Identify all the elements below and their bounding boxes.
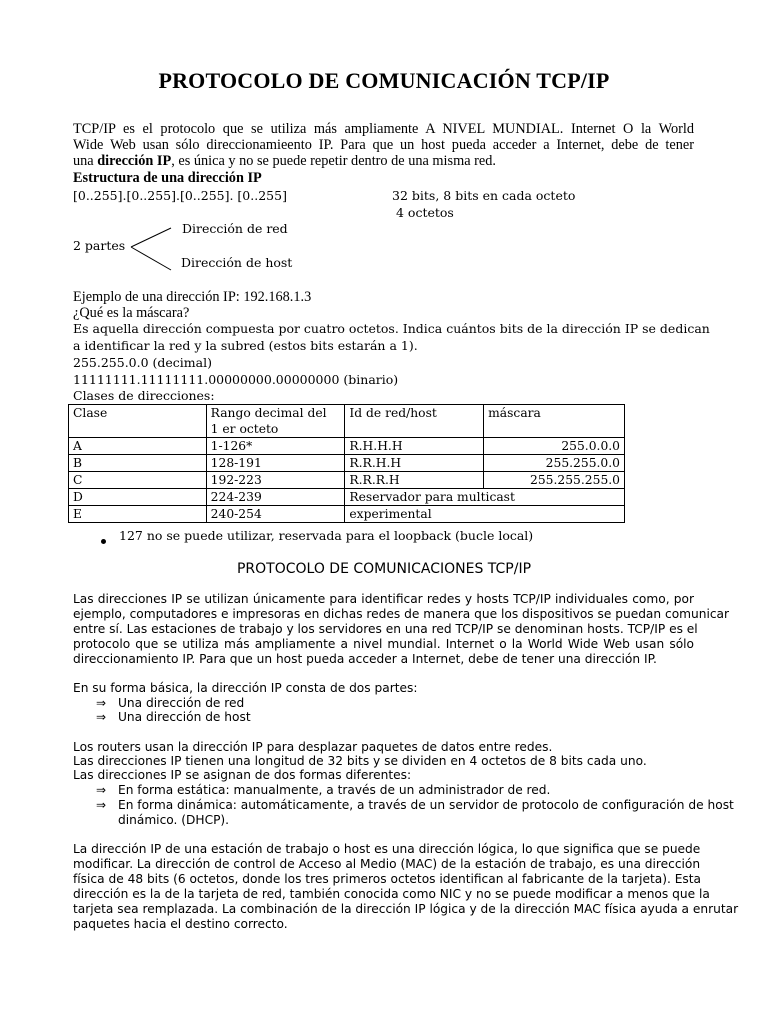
table-row — [69, 489, 625, 506]
estructura-heading: Estructura de una dirección IP — [73, 170, 262, 186]
mask-question: ¿Qué es la máscara? — [73, 305, 190, 321]
paragraph-line: La dirección IP de una estación de trabajo o host es una dirección lógica, lo que significa que se puede — [73, 842, 701, 856]
paragraph-line: Las direcciones IP tienen una longitud de 32 bits y se dividen en 4 octetos de 8 bits cada uno. — [73, 754, 647, 768]
classes-label: Clases de direcciones: — [73, 388, 215, 403]
table-header-cell: máscara — [484, 405, 625, 438]
table-cell: 224-239 — [206, 489, 345, 506]
mask-binary: 11111111.11111111.00000000.00000000 (binario) — [73, 372, 399, 387]
paragraph-line: tarjeta sea remplazada. La combinación de la dirección IP lógica y de la dirección MAC física ayuda a enrutar — [73, 902, 739, 916]
network-address-label: Dirección de red — [182, 221, 288, 236]
table-cell: 1-126* — [206, 438, 345, 455]
table-cell: experimental — [345, 506, 625, 523]
loopback-note: 127 no se puede utilizar, reservada para el loopback (bucle local) — [119, 528, 534, 543]
table-cell: Reservador para multicast — [345, 489, 625, 506]
table-header-cell: Clase — [69, 405, 207, 438]
table-cell: 128-191 — [206, 455, 345, 472]
table-cell: 255.255.0.0 — [484, 455, 625, 472]
list-item: En forma estática: manualmente, a través de un administrador de red. — [118, 783, 551, 797]
address-classes-table — [68, 404, 625, 523]
table-header-cell: Id de red/host — [345, 405, 484, 438]
table-header-row — [69, 405, 625, 438]
paragraph-line: Los routers usan la dirección IP para desplazar paquetes de datos entre redes. — [73, 740, 553, 754]
paragraph-line: modificar. La dirección de control de Acceso al Medio (MAC) de la estación de trabajo, es una dirección — [73, 857, 701, 871]
double-arrow-icon: ⇒ — [96, 710, 107, 724]
double-arrow-icon: ⇒ — [96, 798, 107, 812]
paragraph-line: dirección es la de la tarjeta de red, también conocida como NIC y no se puede modificar a menos que la — [73, 887, 710, 901]
paragraph-line: entre sí. Las estaciones de trabajo y los servidores en una red TCP/IP se denominan hosts. TCP/IP es el — [73, 622, 698, 636]
bits-note: 32 bits, 8 bits en cada octeto — [392, 188, 576, 203]
table-cell: E — [69, 506, 207, 523]
paragraph-line: Las direcciones IP se asignan de dos formas diferentes: — [73, 768, 412, 782]
page-title: PROTOCOLO DE COMUNICACIÓN TCP/IP — [158, 68, 610, 93]
ip-format: [0..255].[0..255].[0..255]. [0..255] — [73, 188, 287, 203]
mask-description-line: Es aquella dirección compuesta por cuatro octetos. Indica cuántos bits de la dirección IP se dedican — [73, 321, 710, 336]
paragraph-line: direccionamiento IP. Para que un host pueda acceder a Internet, debe de tener una dirección IP. — [73, 652, 657, 666]
bullet-icon — [101, 539, 106, 544]
list-item: En forma dinámica: automáticamente, a través de un servidor de protocolo de configuración de host — [118, 798, 734, 812]
list-item: Una dirección de host — [118, 710, 251, 724]
table-row — [69, 455, 625, 472]
paragraph-line: ejemplo, computadores e impresoras en dichas redes de manera que los dispositivos se puedan comunicar — [73, 607, 730, 621]
mask-decimal: 255.255.0.0 (decimal) — [73, 355, 212, 370]
ip-example: Ejemplo de una dirección IP: 192.168.1.3 — [73, 289, 312, 305]
table-row — [69, 506, 625, 523]
paragraph-line: protocolo que se utiliza más ampliamente a nivel mundial. Internet o la World Wide Web usan sólo — [73, 637, 694, 651]
intro-line: TCP/IP es el protocolo que se utiliza más ampliamente A NIVEL MUNDIAL. Internet O la World — [73, 121, 694, 137]
two-parts-label: 2 partes — [73, 238, 126, 253]
split-bracket-lines — [125, 220, 185, 280]
paragraph-line: Las direcciones IP se utilizan únicamente para identificar redes y hosts TCP/IP individuales como, por — [73, 592, 694, 606]
section-subtitle: PROTOCOLO DE COMUNICACIONES TCP/IP — [236, 561, 532, 577]
intro-line: una dirección IP, es única y no se puede repetir dentro de una misma red. — [73, 153, 496, 169]
octets-note: 4 octetos — [396, 205, 454, 220]
table-cell: R.R.H.H — [345, 455, 484, 472]
table-cell: 255.0.0.0 — [484, 438, 625, 455]
double-arrow-icon: ⇒ — [96, 783, 107, 797]
table-row — [69, 438, 625, 455]
list-item-continuation: dinámico. (DHCP). — [118, 813, 230, 827]
table-cell: 240-254 — [206, 506, 345, 523]
table-cell: 192-223 — [206, 472, 345, 489]
table-cell: R.R.R.H — [345, 472, 484, 489]
table-cell: R.H.H.H — [345, 438, 484, 455]
basic-form-text: En su forma básica, la dirección IP consta de dos partes: — [73, 681, 418, 695]
table-header-cell: Rango decimal del 1 er octeto — [206, 405, 345, 438]
mask-description-line: a identificar la red y la subred (estos bits estarán a 1). — [73, 338, 418, 353]
table-cell: C — [69, 472, 207, 489]
paragraph-line: paquetes hacia el destino correcto. — [73, 917, 288, 931]
list-item: Una dirección de red — [118, 696, 245, 710]
table-cell: B — [69, 455, 207, 472]
table-cell: 255.255.255.0 — [484, 472, 625, 489]
paragraph-line: física de 48 bits (6 octetos, donde los tres primeros octetos identifican al fabricante de la tarjeta). Esta — [73, 872, 702, 886]
double-arrow-icon: ⇒ — [96, 696, 107, 710]
table-cell: A — [69, 438, 207, 455]
host-address-label: Dirección de host — [181, 255, 293, 270]
table-cell: D — [69, 489, 207, 506]
table-row — [69, 472, 625, 489]
intro-line: Wide Web usan sólo direccionamieento IP. Para que un host pueda acceder a Internet, debe de tener — [73, 137, 694, 153]
